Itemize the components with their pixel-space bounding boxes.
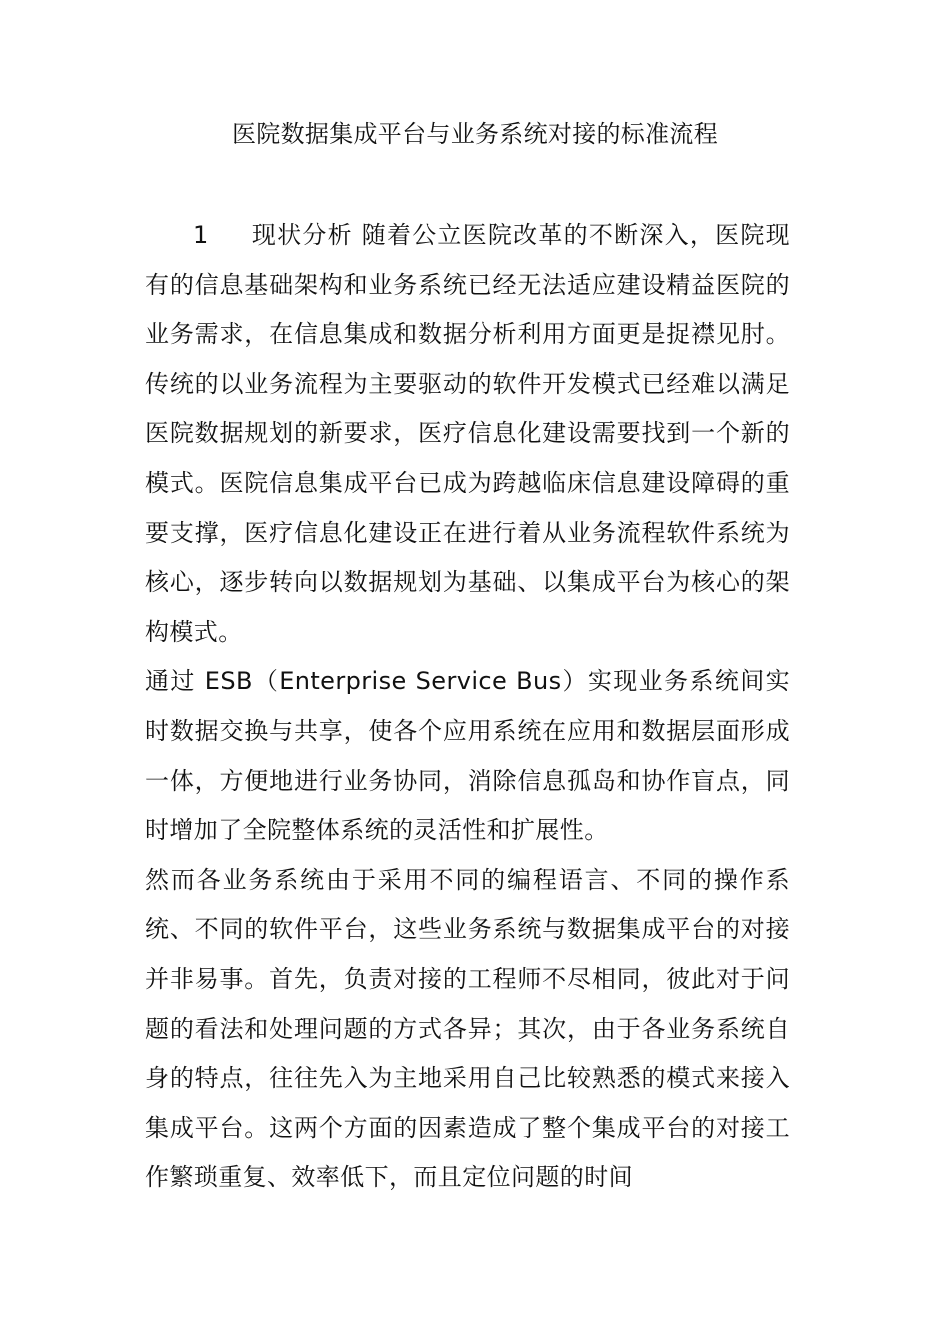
- paragraph-challenges: 然而各业务系统由于采用不同的编程语言、不同的操作系统、不同的软件平台，这些业务系统与数据集成平台的对接并非易事。首先，负责对接的工程师不尽相同，彼此对于问题的看法和处理问题的方式各异；其次，由于各业务系统自身的特点，往往先入为主地采用自己比较熟悉的模式来接入集成平台。这两个方面的因素造成了整个集成平台的对接工作繁琐重复、效率低下，而且定位问题的时间: [145, 865, 790, 1192]
- paragraph-esb: 通过 ESB（Enterprise Service Bus）实现业务系统间实时数据交换与共享，使各个应用系统在应用和数据层面形成一体，方便地进行业务协同，消除信息孤岛和协作盲点，同时增加了全院整体系统的灵活性和扩展性。: [145, 667, 790, 845]
- section-1-paragraph: [145, 211, 790, 657]
- document-title: 医院数据集成平台与业务系统对接的标准流程: [232, 120, 718, 148]
- section-heading: 现状分析: [251, 221, 353, 249]
- document-body: [145, 211, 790, 1203]
- section-lead-text: 随着公立医院改革的不断深入，医院现有的信息基础架构和业务系统已经无法适应建设精益医院的业务需求，在信息集成和数据分析利用方面更是捉襟见肘。传统的以业务流程为主要驱动的软件开发模式已经难以满足医院数据规划的新要求，医疗信息化建设需要找到一个新的模式。医院信息集成平台已成为跨越临床信息建设障碍的重要支撑，医疗信息化建设正在进行着从业务流程软件系统为核心，逐步转向以数据规划为基础、以集成平台为核心的架构模式。: [145, 221, 790, 646]
- section-number: 1: [193, 221, 209, 249]
